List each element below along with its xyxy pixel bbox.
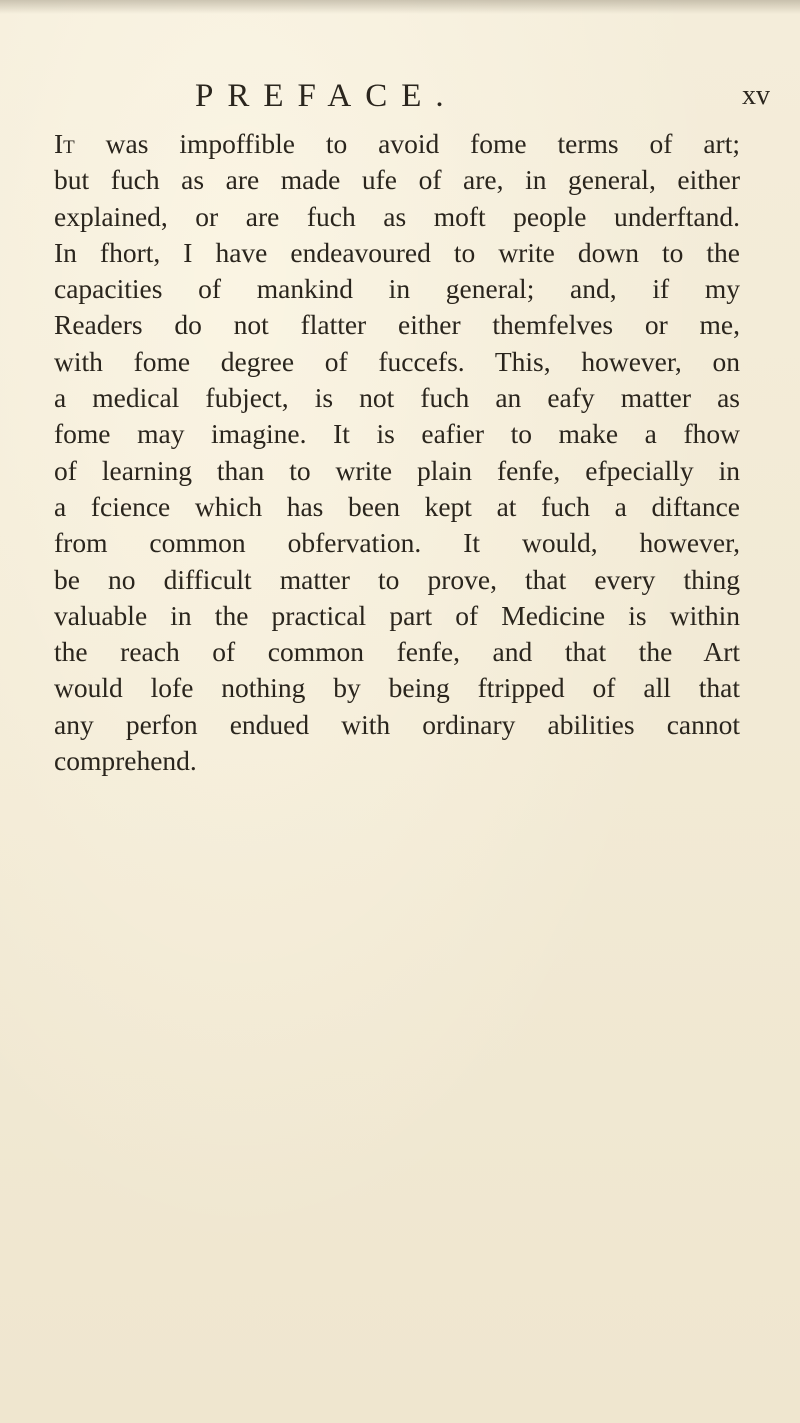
preface-paragraph xyxy=(54,126,740,779)
text-line: Readers do not flatter either themfelves or me, xyxy=(54,309,740,341)
text-line: from common obfervation. It would, however, xyxy=(54,527,740,559)
text-line: but fuch as are made ufe of are, in general, either xyxy=(54,164,740,196)
text-line: would lofe nothing by being ftripped of all that xyxy=(54,672,740,704)
text-line: of learning than to write plain fenfe, efpecially in xyxy=(54,454,740,486)
text-line: the reach of common fenfe, and that the Art xyxy=(54,636,740,668)
text-line: In fhort, I have endeavoured to write down to the xyxy=(54,236,740,268)
text-line: valuable in the practical part of Medicine is within xyxy=(54,599,740,631)
text-line: a medical fubject, is not fuch an eafy matter as xyxy=(54,382,740,414)
text-line: with fome degree of fuccefs. This, however, on xyxy=(54,345,740,377)
page-edge-shadow xyxy=(0,0,800,14)
text-line-rest: was impoffible to avoid fome terms of art; xyxy=(74,128,740,159)
text-line: explained, or are fuch as moft people underftand. xyxy=(54,200,740,232)
text-line xyxy=(54,126,740,162)
text-line: capacities of mankind in general; and, if my xyxy=(54,273,740,305)
running-head: PREFACE. xyxy=(195,78,458,114)
page-number: xv xyxy=(742,80,770,111)
text-line: comprehend. xyxy=(54,745,197,777)
text-line: any perfon endued with ordinary abilities cannot xyxy=(54,708,740,740)
text-line: be no difficult matter to prove, that every thing xyxy=(54,563,740,595)
initial-word: It xyxy=(54,128,75,159)
text-line: fome may imagine. It is eafier to make a fhow xyxy=(54,418,740,450)
text-line: a fcience which has been kept at fuch a diftance xyxy=(54,490,740,522)
